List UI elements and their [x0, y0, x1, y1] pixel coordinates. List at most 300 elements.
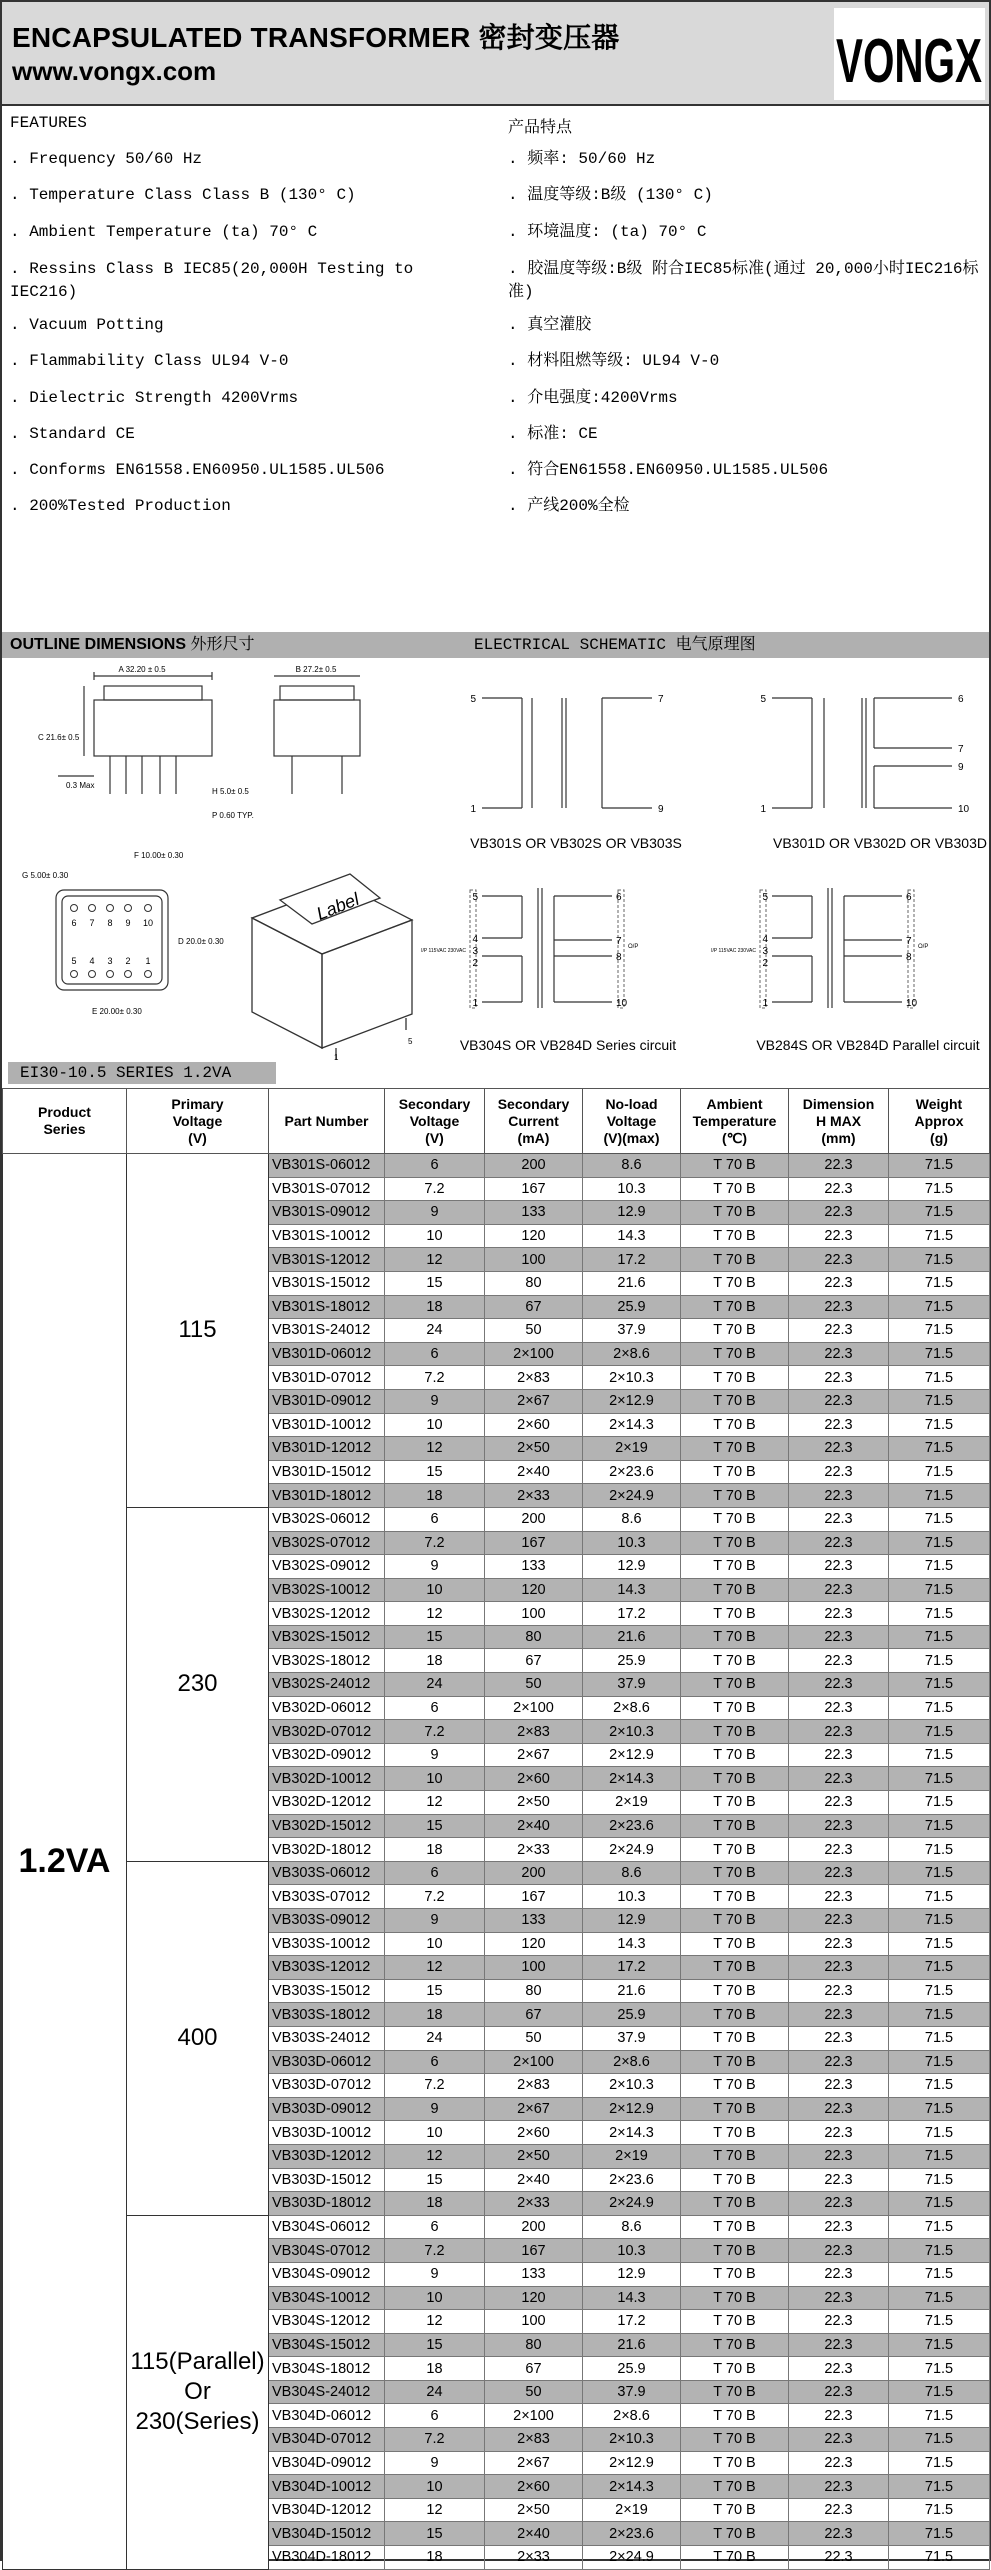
table-cell: 7.2 [385, 1720, 485, 1744]
table-cell: 10.3 [583, 1885, 681, 1909]
pin-5: 5 [472, 892, 478, 903]
pin-label-bottom-4: 4 [89, 956, 95, 966]
spec-table [2, 1088, 990, 2570]
table-cell: T 70 B [681, 1201, 789, 1225]
table-cell: 2×83 [485, 2074, 583, 2098]
table-header-cell: Weight Approx (g) [889, 1089, 990, 1154]
table-cell: 12 [385, 1248, 485, 1272]
table-cell: 71.5 [889, 2003, 990, 2027]
dim-b-label: B 27.2± 0.5 [295, 665, 337, 674]
table-cell: 2×60 [485, 2475, 583, 2499]
table-cell: T 70 B [681, 1507, 789, 1531]
side-view-drawing [274, 676, 360, 794]
table-cell: 71.5 [889, 1154, 990, 1178]
table-cell: 7.2 [385, 1885, 485, 1909]
table-cell: T 70 B [681, 2404, 789, 2428]
table-cell: 71.5 [889, 2286, 990, 2310]
table-cell: 22.3 [789, 2475, 889, 2499]
table-cell: 22.3 [789, 2121, 889, 2145]
table-cell: T 70 B [681, 1177, 789, 1201]
website-link[interactable]: www.vongx.com [12, 56, 217, 86]
table-cell: 71.5 [889, 2215, 990, 2239]
part-number-cell: VB301D-18012 [269, 1484, 385, 1508]
table-cell: 22.3 [789, 1437, 889, 1461]
table-cell: 133 [485, 1201, 583, 1225]
part-number-cell: VB301S-24012 [269, 1319, 385, 1343]
part-number-cell: VB302S-06012 [269, 1507, 385, 1531]
table-cell: 22.3 [789, 2050, 889, 2074]
table-cell: T 70 B [681, 1248, 789, 1272]
table-cell: 18 [385, 1295, 485, 1319]
logo-text: VONGX [836, 27, 982, 96]
table-cell: 15 [385, 2522, 485, 2546]
table-cell: 71.5 [889, 2546, 990, 2570]
table-cell: T 70 B [681, 2168, 789, 2192]
table-header-cell: Product Series [3, 1089, 127, 1154]
table-cell: 2×60 [485, 2121, 583, 2145]
table-cell: 2×50 [485, 2144, 583, 2168]
table-cell: 22.3 [789, 1673, 889, 1697]
table-cell: 12.9 [583, 1201, 681, 1225]
table-cell: 37.9 [583, 1673, 681, 1697]
table-cell: 2×24.9 [583, 1484, 681, 1508]
table-cell: 71.5 [889, 1507, 990, 1531]
part-number-cell: VB302D-15012 [269, 1814, 385, 1838]
table-cell: 71.5 [889, 1673, 990, 1697]
pin-hole-top-8 [107, 905, 114, 912]
table-cell: 22.3 [789, 1956, 889, 1980]
table-cell: T 70 B [681, 1932, 789, 1956]
pin-1: 1 [472, 998, 478, 1009]
table-cell: 9 [385, 2451, 485, 2475]
schem3-caption: VB304S OR VB284D Series circuit [459, 1037, 677, 1053]
table-cell: 8.6 [583, 2215, 681, 2239]
table-cell: T 70 B [681, 2239, 789, 2263]
part-number-cell: VB301S-10012 [269, 1224, 385, 1248]
table-cell: 7.2 [385, 2428, 485, 2452]
table-cell: 22.3 [789, 1625, 889, 1649]
pin-label-bottom-1: 1 [145, 956, 151, 966]
table-cell: 7.2 [385, 1366, 485, 1390]
feature-en-6: . Dielectric Strength 4200Vrms [10, 389, 299, 407]
table-cell: 71.5 [889, 1201, 990, 1225]
table-cell: 2×50 [485, 2498, 583, 2522]
table-cell: 2×60 [485, 1767, 583, 1791]
table-cell: 25.9 [583, 2003, 681, 2027]
table-cell: 22.3 [789, 1602, 889, 1626]
part-number-cell: VB303S-18012 [269, 2003, 385, 2027]
table-cell: 133 [485, 1555, 583, 1579]
pin-6: 6 [616, 892, 622, 903]
table-cell: 22.3 [789, 2451, 889, 2475]
table-cell: 22.3 [789, 2428, 889, 2452]
table-cell: 100 [485, 1956, 583, 1980]
table-cell: 6 [385, 2050, 485, 2074]
table-cell: T 70 B [681, 1720, 789, 1744]
table-cell: 2×60 [485, 1413, 583, 1437]
table-cell: 22.3 [789, 2239, 889, 2263]
table-body [3, 1154, 990, 2570]
table-cell: 71.5 [889, 1649, 990, 1673]
table-cell: 12 [385, 2498, 485, 2522]
schem2-caption: VB301D OR VB302D OR VB303D [773, 835, 987, 851]
table-cell: T 70 B [681, 2498, 789, 2522]
table-cell: 71.5 [889, 1743, 990, 1767]
table-cell: 71.5 [889, 2262, 990, 2286]
table-cell: T 70 B [681, 1861, 789, 1885]
feature-en-8: . Conforms EN61558.EN60950.UL1585.UL506 [10, 461, 385, 479]
table-cell: T 70 B [681, 2475, 789, 2499]
table-cell: T 70 B [681, 2357, 789, 2381]
table-cell: 100 [485, 1602, 583, 1626]
table-cell: 22.3 [789, 1885, 889, 1909]
table-cell: 200 [485, 1861, 583, 1885]
table-cell: 22.3 [789, 2192, 889, 2216]
table-cell: 71.5 [889, 1791, 990, 1815]
primary-voltage-cell: 400 [127, 1861, 269, 2215]
primary-voltage-cell: 230 [127, 1507, 269, 1861]
header [2, 2, 989, 106]
table-cell: 71.5 [889, 1271, 990, 1295]
table-header-cell: Primary Voltage (V) [127, 1089, 269, 1154]
table-cell: 14.3 [583, 1224, 681, 1248]
table-cell: 71.5 [889, 1366, 990, 1390]
part-number-cell: VB304S-12012 [269, 2310, 385, 2334]
table-cell: 17.2 [583, 1248, 681, 1272]
table-cell: 18 [385, 2003, 485, 2027]
table-cell: 71.5 [889, 1460, 990, 1484]
table-cell: 22.3 [789, 2357, 889, 2381]
table-cell: 12 [385, 1791, 485, 1815]
table-cell: 6 [385, 1154, 485, 1178]
ip-label: I/P 115VAC 230VAC [711, 948, 756, 954]
pin-7: 7 [906, 936, 912, 947]
part-number-cell: VB301D-10012 [269, 1413, 385, 1437]
ip-label: I/P 115VAC 230VAC [421, 948, 466, 954]
table-cell: 22.3 [789, 2168, 889, 2192]
table-cell: T 70 B [681, 2003, 789, 2027]
table-cell: 2×14.3 [583, 1767, 681, 1791]
table-cell: 67 [485, 2003, 583, 2027]
table-cell: 22.3 [789, 1649, 889, 1673]
table-cell: 71.5 [889, 2333, 990, 2357]
table-cell: 200 [485, 2215, 583, 2239]
table-cell: 2×23.6 [583, 2522, 681, 2546]
part-number-cell: VB304D-06012 [269, 2404, 385, 2428]
table-cell: 24 [385, 1319, 485, 1343]
table-cell: 2×67 [485, 1743, 583, 1767]
table-cell: 22.3 [789, 1201, 889, 1225]
table-cell: T 70 B [681, 2428, 789, 2452]
table-cell: 71.5 [889, 2121, 990, 2145]
table-cell: 2×8.6 [583, 2050, 681, 2074]
part-number-cell: VB304S-06012 [269, 2215, 385, 2239]
outline-title [10, 632, 254, 658]
table-cell: 22.3 [789, 1814, 889, 1838]
pin-9: 9 [958, 762, 964, 773]
table-cell: 10 [385, 1413, 485, 1437]
table-cell: T 70 B [681, 2310, 789, 2334]
table-cell: 22.3 [789, 1248, 889, 1272]
pin-5: 5 [760, 694, 766, 705]
table-cell: 71.5 [889, 1979, 990, 2003]
vongx-logo [834, 8, 985, 100]
table-cell: 120 [485, 1932, 583, 1956]
feature-cn-2: . 环境温度: (ta) 70° C [508, 223, 707, 241]
pin-8: 8 [906, 952, 912, 963]
table-cell: 7.2 [385, 1531, 485, 1555]
dim-c-label: C 21.6± 0.5 [38, 733, 80, 742]
table-cell: 167 [485, 1177, 583, 1201]
part-number-cell: VB302D-09012 [269, 1743, 385, 1767]
table-cell: 100 [485, 1248, 583, 1272]
table-cell: 167 [485, 2239, 583, 2263]
part-number-cell: VB303D-15012 [269, 2168, 385, 2192]
table-cell: 22.3 [789, 2310, 889, 2334]
table-cell: 15 [385, 1460, 485, 1484]
table-cell: 8.6 [583, 1861, 681, 1885]
table-cell: 2×19 [583, 2144, 681, 2168]
table-cell: 71.5 [889, 1696, 990, 1720]
table-cell: 12 [385, 1956, 485, 1980]
part-number-cell: VB304S-15012 [269, 2333, 385, 2357]
table-header-cell: Ambient Temperature (℃) [681, 1089, 789, 1154]
table-cell: 24 [385, 1673, 485, 1697]
table-cell: T 70 B [681, 2144, 789, 2168]
dim-p-label: P 0.60 TYP. [212, 811, 254, 820]
table-cell: 22.3 [789, 2286, 889, 2310]
table-cell: T 70 B [681, 2097, 789, 2121]
table-cell: 2×83 [485, 2428, 583, 2452]
table-cell: 67 [485, 1295, 583, 1319]
table-cell: 22.3 [789, 1838, 889, 1862]
part-number-cell: VB302S-24012 [269, 1673, 385, 1697]
table-cell: 71.5 [889, 2144, 990, 2168]
part-number-cell: VB302S-10012 [269, 1578, 385, 1602]
table-cell: 17.2 [583, 2310, 681, 2334]
table-cell: 15 [385, 1625, 485, 1649]
table-cell: T 70 B [681, 1389, 789, 1413]
table-cell: 71.5 [889, 2310, 990, 2334]
table-cell: 80 [485, 1271, 583, 1295]
table-cell: 24 [385, 2026, 485, 2050]
part-number-cell: VB302S-18012 [269, 1649, 385, 1673]
part-number-cell: VB302S-15012 [269, 1625, 385, 1649]
pin-hole-top-10 [145, 905, 152, 912]
pins-top [71, 905, 154, 929]
schem4-caption: VB284S OR VB284D Parallel circuit [756, 1037, 980, 1053]
op-label: O/P [628, 944, 639, 950]
table-cell: 22.3 [789, 2333, 889, 2357]
table-cell: 71.5 [889, 1177, 990, 1201]
part-number-cell: VB302S-09012 [269, 1555, 385, 1579]
table-cell: T 70 B [681, 2215, 789, 2239]
product-series-cell: 1.2VA [3, 1154, 127, 2570]
label-sticker-text: Label [313, 888, 362, 924]
table-cell: 80 [485, 2333, 583, 2357]
table-cell: 22.3 [789, 1909, 889, 1933]
features-title-en: FEATURES [10, 114, 87, 132]
table-cell: 10 [385, 1578, 485, 1602]
dim-f-label: F 10.00± 0.30 [134, 851, 184, 860]
table-cell: T 70 B [681, 2286, 789, 2310]
table-cell: 14.3 [583, 1578, 681, 1602]
table-cell: 2×83 [485, 1720, 583, 1744]
table-cell: 2×24.9 [583, 1838, 681, 1862]
table-cell: 8.6 [583, 1154, 681, 1178]
table-cell: 71.5 [889, 2357, 990, 2381]
pin-7: 7 [658, 694, 664, 705]
table-row [3, 2215, 990, 2239]
outline-band [2, 632, 989, 658]
table-cell: T 70 B [681, 1673, 789, 1697]
table-cell: 71.5 [889, 2404, 990, 2428]
table-cell: 9 [385, 1555, 485, 1579]
table-cell: 18 [385, 2357, 485, 2381]
table-cell: 71.5 [889, 1555, 990, 1579]
table-cell: 22.3 [789, 1743, 889, 1767]
table-cell: 71.5 [889, 2097, 990, 2121]
table-cell: 2×50 [485, 1791, 583, 1815]
part-number-cell: VB303S-12012 [269, 1956, 385, 1980]
table-cell: T 70 B [681, 2026, 789, 2050]
table-cell: 71.5 [889, 1531, 990, 1555]
table-cell: 22.3 [789, 1484, 889, 1508]
pin-hole-top-6 [71, 905, 78, 912]
table-cell: 6 [385, 1507, 485, 1531]
part-number-cell: VB304D-15012 [269, 2522, 385, 2546]
primary-voltage-cell: 115(Parallel) Or 230(Series) [127, 2215, 269, 2569]
table-cell: 2×33 [485, 1484, 583, 1508]
pin-label-top-8: 8 [107, 918, 113, 928]
table-cell: 71.5 [889, 1224, 990, 1248]
table-cell: 10 [385, 1767, 485, 1791]
table-cell: 18 [385, 1649, 485, 1673]
table-cell: 2×83 [485, 1366, 583, 1390]
table-cell: 2×40 [485, 1814, 583, 1838]
table-cell: 6 [385, 2215, 485, 2239]
table-cell: T 70 B [681, 1696, 789, 1720]
table-cell: 2×8.6 [583, 2404, 681, 2428]
table-cell: 22.3 [789, 2215, 889, 2239]
table-cell: 21.6 [583, 1271, 681, 1295]
table-cell: 22.3 [789, 2003, 889, 2027]
table-cell: 71.5 [889, 1484, 990, 1508]
table-cell: 9 [385, 1743, 485, 1767]
features-section [2, 106, 989, 632]
part-number-cell: VB303D-12012 [269, 2144, 385, 2168]
table-cell: 6 [385, 1342, 485, 1366]
series-label: EI30-10.5 SERIES 1.2VA [8, 1062, 276, 1084]
part-number-cell: VB302D-06012 [269, 1696, 385, 1720]
table-cell: T 70 B [681, 1319, 789, 1343]
table-cell: T 70 B [681, 1460, 789, 1484]
table-cell: T 70 B [681, 1743, 789, 1767]
table-header-row [3, 1089, 990, 1154]
table-cell: 15 [385, 1979, 485, 2003]
schematic-single [470, 694, 664, 815]
op-dashed-box [908, 890, 914, 1008]
table-cell: 50 [485, 1673, 583, 1697]
table-cell: 10 [385, 1932, 485, 1956]
feature-cn-1: . 温度等级:B级 (130° C) [508, 186, 713, 204]
part-number-cell: VB303S-06012 [269, 1861, 385, 1885]
pin-5: 5 [762, 892, 768, 903]
outline-drawings [2, 658, 989, 1060]
table-cell: T 70 B [681, 1437, 789, 1461]
part-number-cell: VB304D-07012 [269, 2428, 385, 2452]
table-cell: 22.3 [789, 1861, 889, 1885]
table-cell: 67 [485, 1649, 583, 1673]
pin-10: 10 [958, 804, 970, 815]
table-cell: 22.3 [789, 1531, 889, 1555]
table-cell: 71.5 [889, 1625, 990, 1649]
table-cell: 71.5 [889, 1413, 990, 1437]
part-number-cell: VB301D-07012 [269, 1366, 385, 1390]
table-cell: 22.3 [789, 2546, 889, 2570]
feature-cn-8: . 符合EN61558.EN60950.UL1585.UL506 [508, 461, 829, 479]
table-cell: 2×14.3 [583, 2475, 681, 2499]
table-cell: 10 [385, 2121, 485, 2145]
table-cell: 200 [485, 1154, 583, 1178]
part-number-cell: VB302D-10012 [269, 1767, 385, 1791]
table-cell: 37.9 [583, 2380, 681, 2404]
table-cell: 71.5 [889, 1720, 990, 1744]
table-cell: 7.2 [385, 2074, 485, 2098]
table-cell: 25.9 [583, 1649, 681, 1673]
part-number-cell: VB301D-15012 [269, 1460, 385, 1484]
table-cell: 71.5 [889, 1389, 990, 1413]
table-cell: T 70 B [681, 1767, 789, 1791]
table-cell: 71.5 [889, 1295, 990, 1319]
table-cell: 12 [385, 2144, 485, 2168]
pin-label-top-10: 10 [142, 918, 154, 928]
table-cell: 22.3 [789, 2097, 889, 2121]
features-title-cn: 产品特点 [508, 119, 573, 137]
part-number-cell: VB303S-15012 [269, 1979, 385, 2003]
table-cell: 2×40 [485, 2168, 583, 2192]
pin-hole-bottom-4 [89, 971, 96, 978]
table-cell: T 70 B [681, 2074, 789, 2098]
feature-cn-7: . 标准: CE [508, 425, 598, 443]
table-cell: 2×50 [485, 1437, 583, 1461]
primary-voltage-cell: 115 [127, 1154, 269, 1508]
table-cell: 2×10.3 [583, 2428, 681, 2452]
table-cell: T 70 B [681, 2121, 789, 2145]
table-cell: 15 [385, 1814, 485, 1838]
pin-hole-bottom-3 [107, 971, 114, 978]
table-cell: T 70 B [681, 1295, 789, 1319]
table-cell: 21.6 [583, 1979, 681, 2003]
table-cell: 22.3 [789, 2522, 889, 2546]
table-cell: 37.9 [583, 1319, 681, 1343]
table-cell: 22.3 [789, 1271, 889, 1295]
table-cell: 37.9 [583, 2026, 681, 2050]
table-cell: T 70 B [681, 2050, 789, 2074]
table-cell: T 70 B [681, 1909, 789, 1933]
table-cell: 12 [385, 2310, 485, 2334]
pin-1: 1 [762, 998, 768, 1009]
table-cell: 71.5 [889, 2498, 990, 2522]
table-cell: 9 [385, 2262, 485, 2286]
outline-title-cn: 外形尺寸 [190, 636, 255, 653]
table-cell: 71.5 [889, 2522, 990, 2546]
part-number-cell: VB301S-06012 [269, 1154, 385, 1178]
dim-a-label: A 32.20 ± 0.5 [118, 665, 166, 674]
pin-3: 3 [472, 946, 478, 957]
table-cell: 71.5 [889, 1956, 990, 1980]
dim-e-label: E 20.00± 0.30 [92, 1007, 142, 1016]
